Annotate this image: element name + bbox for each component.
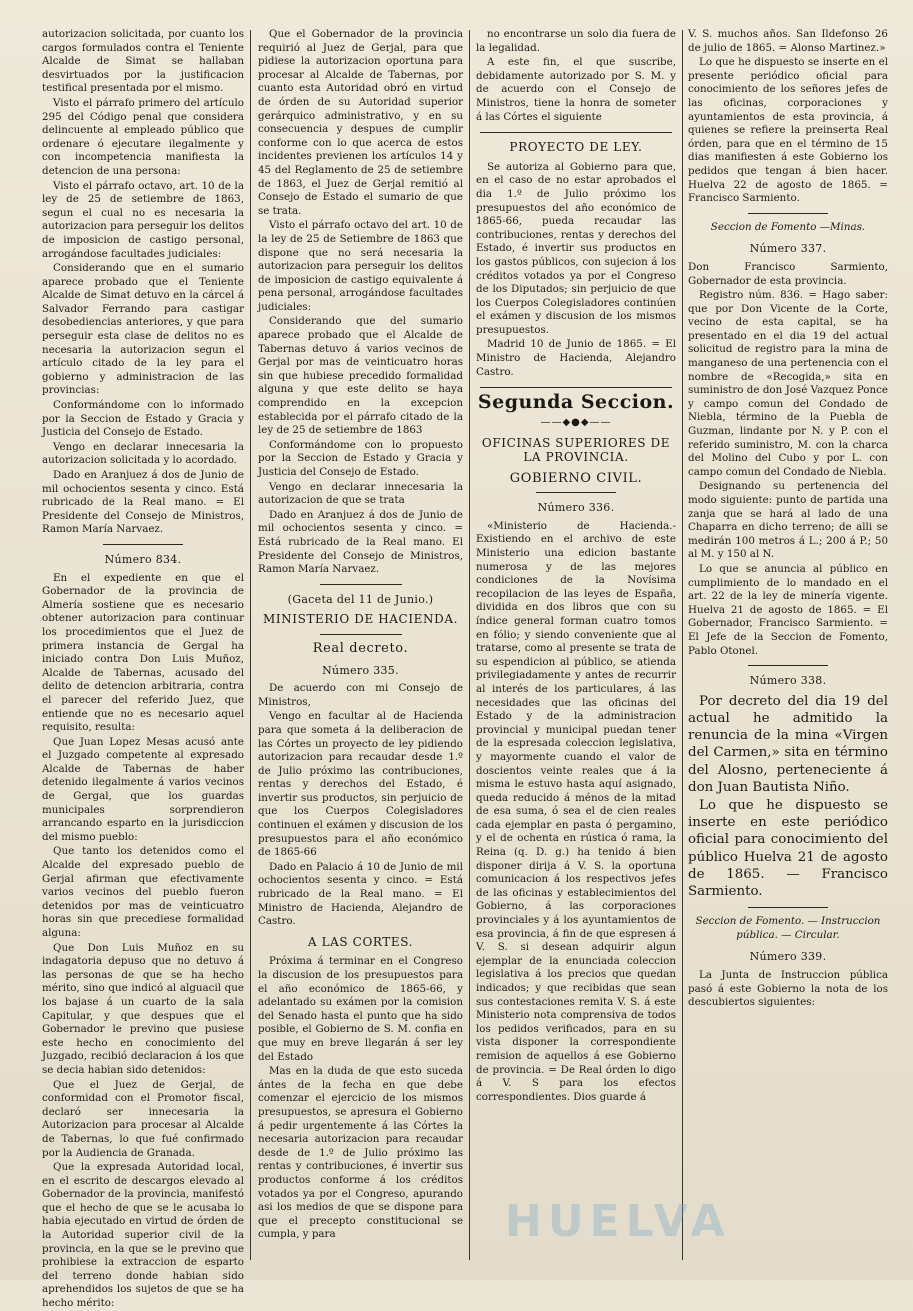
separator [748,213,828,214]
paragraph: Madrid 10 de Junio de 1865. = El Ministro de Hacienda, Alejandro Castro. [476,338,676,378]
paragraph: autorizacion solicitada, por cuanto los cargos formulados contra el Teniente Alcalde de Simat se hallaban desvirtuados por la justificacion testifical presentada por el mismo. [42,28,244,95]
separator [748,665,828,666]
ornament-divider: ——◆●◆—— [540,416,612,428]
column-2 [258,28,463,1268]
paragraph: Visto el párrafo octavo, art. 10 de la ley de 25 de setiembre de 1863, segun el cual no es necesaria la autorizacion para perseguir los delitos de imposicion de castigo personal, arrogándose facultades judiciales: [42,179,244,260]
paragraph: Se autoriza al Gobierno para que, en el caso de no estar aprobados el dia 1.º de Julio próximo los presupuestos del año económico de 1865-66, pueda recaudar las contribuciones, rentas y derechos del Estado, é invertir sus productos en los gastos públicos, con sujecion á los créditos votados ya por el Congreso de los Diputados; sin perjuicio de que los Cuerpos Colegisladores continúen el exámen y discusion de los mismos presupuestos. [476,160,676,336]
section-heading: A LAS CORTES. [307,934,414,949]
paragraph: Que Juan Lopez Mesas acusó ante el Juzgado competente al expresado Alcalde de Tabernas de haber detenido ilegalmente á varios vecinos de Gergal, que los guardas municipales sorprendieron arrancando esparto en la jurisdiccion del mismo pueblo: [42,735,244,843]
column-3 [476,28,676,1268]
section-heading: OFICINAS SUPERIORES DE LA PROVINCIA. [481,436,671,465]
paragraph: Visto el párrafo octavo del art. 10 de la ley de 25 de Setiembre de 1863 que dispone que no será necesaria la autorizacion para perseguir los delitos de imposicion de castigo equivalente á pena personal, arrogándose facultades judiciales: [258,219,463,313]
paragraph: Que tanto los detenidos como el Alcalde del expresado pueblo de Gerjal afirman que efectivamente varios vecinos del pueblo fueron detenidos por mas de veinticuatro horas sin que precediese formalidad alguna: [42,845,244,939]
paragraph: De acuerdo con mi Consejo de Ministros, [258,682,463,708]
column-1 [42,28,244,1310]
decree-heading: Real decreto. [312,640,409,656]
archive-watermark: HUELVA [505,1196,731,1247]
separator [320,634,402,635]
paragraph: Conformándome con lo informado por la Seccion de Estado y Gracia y Justicia del Consejo de Estado. [42,399,244,439]
separator [480,132,672,133]
paragraph: Que el Gobernador de la provincia requirió al Juez de Gerjal, para que pidiese la autorizacion oportuna para procesar al Alcalde de Tabernas, por cuanto esta Autoridad obró en virtud de órden de su Autoridad superior gerárquico administrativo, y en su consecuencia y despues de cumplir conforme con lo que acerca de estos incidentes previenen los artículos 14 y 45 del Reglamento de 25 de setiembre de 1863, el Juez de Gerjal remitió al Consejo de Estado el sumario de que se trata. [258,28,463,217]
paragraph: Dado en Aranjuez á dos de Junio de mil ochocientos sesenta y cinco. = Está rubricado de la Real mano. El Presidente del Consejo de Ministros, Ramon María Narvaez. [258,508,463,576]
paragraph: Mas en la duda de que esto suceda ántes de la fecha en que debe comenzar el ejercicio de los mismos presupuestos, se apresura el Gobierno á pedir urgentemente á las Córtes la necesaria autorizacion para recaudar desde de 1.º de Julio próximo las rentas y contribuciones, é invertir sus productos conforme á los créditos votados ya por el Congreso, apurando asi los medios de que se dispone para que el precepto constitucional se cumpla, y para [258,1065,463,1241]
number-heading: Número 335. [322,663,399,677]
column-rule [682,30,683,1260]
separator [536,492,616,493]
separator [103,544,184,545]
paragraph: «Ministerio de Hacienda.-Existiendo en el archivo de este Ministerio una edicion bastante numerosa y de las mejores condiciones de la Novísima recopilacion de las leyes de España, dividida en dos libros que con su índice general forman cuatro tomos en fólio; y siendo conveniente que al tratarse, como al presente se trata de su espendicion al público, se atienda privilegiadamente y antes de recurrir al interés de los particulares, á las necesidades que las oficinas del Estado y de la administracion provincial y municipal puedan tener de la espresada coleccion legislativa, y mayormente cuando el valor de doscientos veinte reales que á la misma le estuvo hasta aquí asignado, queda reducido á ménos de la mitad de esa suma, ó sea el de cien reales cada ejemplar en pasta ó pergamino, y el de ochenta en rústica ó rama, la Reina (q. D. g.) ha tenido á bien disponer dirija á V. S. la oportuna comunicacion á los respectivos jefes de las oficinas y establecimientos del Gobierno, á las corporaciones provinciales y á los ayuntamientos de esa provincia, á fin de que espresen á V. S. si desean adquirir algun ejemplar de la enunciada coleccion legislativa á los precios que quedan indicados; y que recibidas que sean sus contestaciones remita V. S. á este Ministerio nota comprensiva de todos los pedidos verificados, para en su vista disponer la correspondiente remision de aquellos á ese Gobierno de provincia. = De Real órden lo digo á V. S para los efectos correspondientes. Dios guarde á [476,519,676,1103]
paragraph: Considerando que en el sumario aparece probado que el Teniente Alcalde de Simat detuvo en la cárcel á Salvador Ferrando para castigar desobediencias anteriores, y que para perseguir esta clase de delitos no es necesaria la autorizacion segun el artículo citado de la ley para el gobierno y administracion de las provincias: [42,262,244,397]
number-heading: Número 834. [104,552,182,566]
section-heading: MINISTERIO DE HACIENDA. [262,612,459,627]
paragraph: Don Francisco Sarmiento, Gobernador de esta provincia. [688,260,888,287]
paragraph: Próxima á terminar en el Congreso la discusion de los presupuestos para el año económico de 1865-66, y adelantado su exámen por la comision del Senado hasta el punto que ha sido posible, el Gobierno de S. M. confia en que muy en breve llegarán á ser ley del Estado [258,955,463,1063]
paragraph: Lo que he dispuesto se inserte en el presente periódico oficial para conocimiento de los señores jefes de las oficinas, corporaciones y ayuntamientos de esta provincia, á quienes se refiere la preinserta Real órden, para que en el término de 15 dias manifiesten á este Gobierno los pedidos que tengan á bien hacer. Huelva 22 de agosto de 1865. = Francisco Sarmiento. [688,56,888,205]
paragraph: Que Don Luis Muñoz en su indagatoria depuso que no detuvo á las personas de que se ha hecho mérito, sino que indicó al alguacil que los bajase á un cuarto de la sala Capitular, y que despues que el Gobernador le previno que pusiese este hecho en conocimiento del Juzgado, recibió declaracion á los que se decia habian sido detenidos: [42,941,244,1076]
paragraph: V. S. muchos años. San Ildefonso 26 de julio de 1865. = Alonso Martinez.» [688,28,888,54]
paragraph: Dado en Palacio á 10 de Junio de mil ochocientos sesenta y cinco. = Está rubricado de la Real mano. = El Ministro de Hacienda, Alejandro de Castro. [258,860,463,928]
paragraph: Lo que se anuncia al público en cumplimiento de lo mandado en el art. 22 de la ley de minería vigente. Huelva 21 de agosto de 1865. = El Gobernador, Francisco Sarmiento. = El Jefe de la Seccion de Fomento, Pablo Otonel. [688,562,888,657]
paragraph: Lo que he dispuesto se inserte en este periódico oficial para conocimiento del público Huelva 21 de agosto de 1865. — Francisco Sarmiento. [688,797,888,899]
paragraph: A este fin, el que suscribe, debidamente autorizado por S. M. y de acuerdo con el Consejo de Ministros, tiene la honra de someter á las Córtes el siguiente [476,56,676,123]
paragraph: Por decreto del dia 19 del actual he admitido la renuncia de la mina «Virgen del Carmen,» sita en término del Alosno, perteneciente á don Juan Bautista Niño. [688,693,888,795]
paragraph: Designando su pertenencia del modo siguiente: punto de partida una zanja que se hará al lado de una Chaparra en dicho terreno; de alli se medirán 100 metros á L.; 200 á P.; 50 al M. y 150 al N. [688,480,888,561]
paragraph: no encontrarse un solo dia fuera de la legalidad. [476,28,676,54]
paragraph: La Junta de Instruccion pública pasó á este Gobierno la nota de los descubiertos siguientes: [688,968,888,1009]
paragraph: Dado en Aranjuez á dos de Junio de mil ochocientos sesenta y cinco. Está rubricado de la Real mano. = El Presidente del Consejo de Ministros, Ramon María Narvaez. [42,469,244,536]
paragraph: Que la expresada Autoridad local, en el escrito de descargos elevado al Gobernador de la provincia, manifestó que el hecho de que se le acusaba lo habia ejecutado en virtud de órden de la Autoridad superior civil de la provincia, en la que se le previno que prohibiese la extraccion de esparto del terreno donde habian sido aprehendidos los sujetos de que se ha hecho mérito: [42,1161,244,1310]
paragraph: Vengo en declarar innecesaria la autorizacion de que se trata [258,480,463,507]
number-heading: Número 338. [749,674,827,688]
paragraph: Vengo en facultar al de Hacienda para que someta á la deliberacion de las Córtes un proyecto de ley pidiendo autorizacion para recaudar desde 1.º de Julio próximo las contribuciones, rentas y derechos del Estado, é invertir sus productos, sin perjuicio de que los Cuerpos Colegisladores continuen el exámen y discusion de los presupuestos para el año económico de 1865-66 [258,710,463,859]
number-heading: Número 337. [749,242,827,256]
paragraph: Conformándome con lo propuesto por la Seccion de Estado y Gracia y Justicia del Consejo de Estado. [258,438,463,478]
gaceta-note: (Gaceta del 11 de Junio.) [287,592,434,606]
paragraph: Vengo en declarar innecesaria la autorizacion solicitada y lo acordado. [42,440,244,467]
paragraph: Considerando que del sumario aparece probado que el Alcalde de Tabernas detuvo á varios vecinos de Gerjal por mas de veinticuatro horas sin que hubiese precedido formalidad alguna y que este delito se haya comprendido en la excepcion establecida por el párrafo citado de la ley de 25 de setiembre de 1863 [258,315,463,437]
number-heading: Número 339. [749,950,827,964]
separator [748,907,828,908]
separator [320,584,402,585]
column-rule [469,30,470,1260]
section-heading: Seccion de Fomento —Minas. [710,220,866,233]
column-4 [688,28,888,1268]
paragraph: Visto el párrafo primero del artículo 295 del Código penal que considera delincuente al empleado público que ordenare ó ejecutare ilegalmente y con incompetencia manifiesta la detencion de una persona: [42,96,244,177]
section-title: Segunda Seccion. [477,391,675,414]
number-heading: Número 336. [537,501,615,515]
section-heading: Seccion de Fomento. — Instruccion pública. — Circular. [695,915,881,941]
column-rule [250,30,251,1260]
separator [480,387,672,388]
paragraph: En el expediente en que el Gobernador de la provincia de Almería sostiene que es necesario obtener autorizacion para continuar los procedimientos que el Juez de primera instancia de Gergal ha iniciado contra Don Luis Muñoz, Alcalde de Tabernas, acusado del delito de detencion arbitraria, contra el parecer del referido Juez, que entiende que no es necesario aquel requisito, resulta: [42,571,244,734]
large-text-block [688,693,888,900]
section-heading: GOBIERNO CIVIL. [509,470,643,486]
paragraph: Registro núm. 836. = Hago saber: que por Don Vicente de la Corte, vecino de esta capital, se ha presentado en el dia 19 del actual solicitud de registro para la mina de manganeso de una pertenencia con el nombre de «Recogida,» sita en suministro de don José Vazquez Ponce y campo comun del Condado de Niebla, término de la Puebla de Guzman, lindante por N. y P. con el referido suministro, M. con la charca del Molino del Cubo y por L. con campo comun del Condado de Niebla. [688,289,888,478]
paragraph: Que el Juez de Gerjal, de conformidad con el Promotor fiscal, declaró ser innecesaria la Autorizacion para procesar al Alcalde de Tabernas, lo que fué confirmado por la Audiencia de Granada. [42,1078,244,1159]
section-heading: PROYECTO DE LEY. [509,140,643,155]
